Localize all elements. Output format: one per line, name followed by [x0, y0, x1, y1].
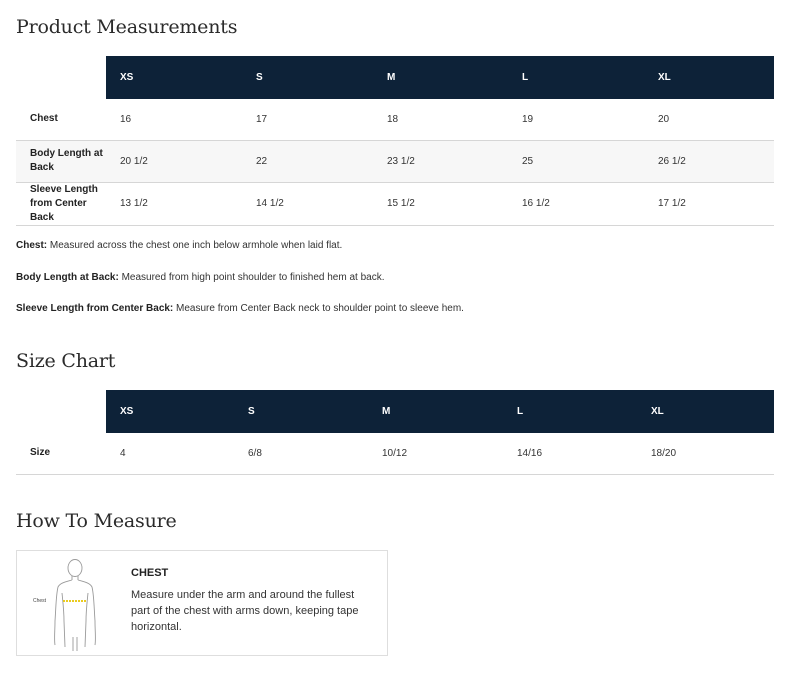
measure-item-title: CHEST	[131, 567, 169, 579]
product-measurements-table	[16, 56, 774, 226]
row-label-chest: Chest	[16, 99, 106, 140]
table-row	[16, 99, 774, 140]
torso-diagram-icon	[31, 555, 111, 651]
header-blank-cell	[16, 56, 106, 99]
size-chart-title: Size Chart	[16, 350, 116, 372]
table-cell: 14 1/2	[242, 182, 373, 225]
figure-label-chest: Chest	[33, 598, 47, 604]
table-row	[16, 140, 774, 182]
header-size-s: S	[242, 56, 373, 99]
table-header-row	[16, 56, 774, 99]
header-size-xl: XL	[644, 56, 774, 99]
row-label-size: Size	[16, 433, 106, 474]
table-cell: 20	[644, 99, 774, 140]
size-chart-table	[16, 390, 774, 475]
table-cell: 18	[373, 99, 508, 140]
note-text: Measured from high point shoulder to finished hem at back.	[118, 272, 385, 283]
table-cell: 22	[242, 140, 373, 182]
note-chest	[16, 240, 342, 251]
header-size-l: L	[508, 56, 644, 99]
table-cell: 15 1/2	[373, 182, 508, 225]
header-size-m: M	[368, 390, 503, 433]
table-cell: 19	[508, 99, 644, 140]
how-to-measure-title: How To Measure	[16, 510, 177, 532]
header-blank-cell	[16, 390, 106, 433]
table-cell: 18/20	[637, 433, 774, 474]
measure-card-chest	[16, 550, 388, 656]
header-size-s: S	[234, 390, 368, 433]
table-cell: 26 1/2	[644, 140, 774, 182]
header-size-m: M	[373, 56, 508, 99]
table-cell: 13 1/2	[106, 182, 242, 225]
header-size-l: L	[503, 390, 637, 433]
note-text: Measured across the chest one inch below armhole when laid flat.	[47, 240, 343, 251]
note-body-length	[16, 272, 385, 283]
table-header-row	[16, 390, 774, 433]
table-cell: 17	[242, 99, 373, 140]
table-cell: 20 1/2	[106, 140, 242, 182]
table-cell: 6/8	[234, 433, 368, 474]
note-sleeve-length	[16, 303, 464, 314]
table-cell: 16	[106, 99, 242, 140]
header-size-xs: XS	[106, 390, 234, 433]
table-cell: 10/12	[368, 433, 503, 474]
product-measurements-title: Product Measurements	[16, 16, 238, 38]
table-cell: 17 1/2	[644, 182, 774, 225]
header-size-xs: XS	[106, 56, 242, 99]
table-cell: 14/16	[503, 433, 637, 474]
measure-item-description: Measure under the arm and around the fullest part of the chest with arms down, keeping tape horizontal.	[131, 589, 359, 633]
note-term: Chest:	[16, 240, 48, 251]
note-term: Body Length at Back:	[16, 272, 119, 283]
table-cell: 4	[106, 433, 234, 474]
table-cell: 25	[508, 140, 644, 182]
table-cell: 16 1/2	[508, 182, 644, 225]
row-label-body-length: Body Length at Back	[16, 140, 106, 182]
table-row	[16, 433, 774, 474]
row-label-sleeve-length: Sleeve Length from Center Back	[16, 182, 106, 225]
header-size-xl: XL	[637, 390, 774, 433]
note-text: Measure from Center Back neck to shoulder point to sleeve hem.	[173, 303, 464, 314]
note-term: Sleeve Length from Center Back:	[16, 303, 174, 314]
table-cell: 23 1/2	[373, 140, 508, 182]
table-row	[16, 182, 774, 225]
